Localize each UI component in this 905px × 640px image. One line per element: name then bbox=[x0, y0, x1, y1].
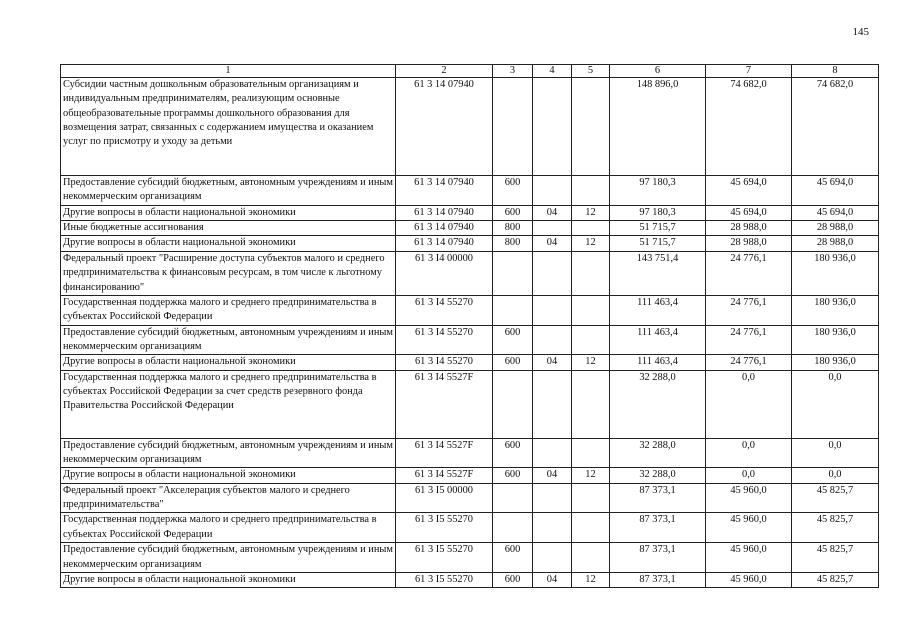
subsection-cell bbox=[572, 78, 610, 176]
amount-col6-cell: 32 288,0 bbox=[610, 370, 706, 438]
amount-col8-cell: 0,0 bbox=[792, 468, 879, 483]
table-row bbox=[61, 370, 879, 438]
column-header: 5 bbox=[572, 65, 610, 78]
target-code-cell: 61 3 14 07940 bbox=[396, 221, 493, 236]
amount-col7-cell: 24 776,1 bbox=[706, 325, 792, 355]
expense-type-cell: 600 bbox=[493, 438, 533, 468]
amount-col8-cell: 28 988,0 bbox=[792, 236, 879, 251]
amount-col8-cell: 180 936,0 bbox=[792, 295, 879, 325]
table-row bbox=[61, 295, 879, 325]
column-header: 7 bbox=[706, 65, 792, 78]
table-row bbox=[61, 483, 879, 513]
row-name-cell: Другие вопросы в области национальной экономики bbox=[61, 355, 396, 370]
amount-col7-cell: 24 776,1 bbox=[706, 355, 792, 370]
target-code-cell: 61 3 I4 55270 bbox=[396, 295, 493, 325]
row-name-cell: Государственная поддержка малого и среднего предпринимательства в субъектах Российской Федерации bbox=[61, 295, 396, 325]
row-name-cell: Предоставление субсидий бюджетным, автономным учреждениям и иным некоммерческим организациям bbox=[61, 176, 396, 206]
amount-col6-cell: 87 373,1 bbox=[610, 483, 706, 513]
target-code-cell: 61 3 I4 55270 bbox=[396, 325, 493, 355]
expense-type-cell: 600 bbox=[493, 205, 533, 220]
expense-type-cell: 600 bbox=[493, 543, 533, 573]
amount-col8-cell: 180 936,0 bbox=[792, 325, 879, 355]
amount-col7-cell: 45 694,0 bbox=[706, 205, 792, 220]
target-code-cell: 61 3 I4 5527F bbox=[396, 438, 493, 468]
target-code-cell: 61 3 14 07940 bbox=[396, 78, 493, 176]
expense-type-cell bbox=[493, 295, 533, 325]
subsection-cell: 12 bbox=[572, 205, 610, 220]
amount-col8-cell: 28 988,0 bbox=[792, 221, 879, 236]
section-cell bbox=[533, 221, 572, 236]
amount-col8-cell: 45 825,7 bbox=[792, 543, 879, 573]
amount-col6-cell: 148 896,0 bbox=[610, 78, 706, 176]
section-cell bbox=[533, 483, 572, 513]
amount-col8-cell: 45 825,7 bbox=[792, 513, 879, 543]
subsection-cell bbox=[572, 176, 610, 206]
amount-col7-cell: 45 694,0 bbox=[706, 176, 792, 206]
amount-col8-cell: 180 936,0 bbox=[792, 355, 879, 370]
expense-type-cell: 600 bbox=[493, 325, 533, 355]
section-cell bbox=[533, 543, 572, 573]
row-name-cell: Предоставление субсидий бюджетным, автономным учреждениям и иным некоммерческим организациям bbox=[61, 543, 396, 573]
subsection-cell bbox=[572, 251, 610, 295]
amount-col6-cell: 87 373,1 bbox=[610, 572, 706, 587]
subsection-cell: 12 bbox=[572, 572, 610, 587]
amount-col8-cell: 45 825,7 bbox=[792, 483, 879, 513]
section-cell: 04 bbox=[533, 236, 572, 251]
expense-type-cell: 800 bbox=[493, 221, 533, 236]
expense-type-cell: 800 bbox=[493, 236, 533, 251]
expense-type-cell: 600 bbox=[493, 468, 533, 483]
column-header: 4 bbox=[533, 65, 572, 78]
row-name-cell: Субсидии частным дошкольным образовательным организациям и индивидуальным предпринимателям, реализующим основные общеобразовательные программы дошкольного образования для возмещения затрат, связанных с содержанием имущества и оказанием услуг по присмотру и уходу за детьми bbox=[61, 78, 396, 176]
section-cell: 04 bbox=[533, 205, 572, 220]
target-code-cell: 61 3 14 07940 bbox=[396, 205, 493, 220]
column-header: 3 bbox=[493, 65, 533, 78]
amount-col6-cell: 97 180,3 bbox=[610, 176, 706, 206]
amount-col6-cell: 143 751,4 bbox=[610, 251, 706, 295]
target-code-cell: 61 3 I4 00000 bbox=[396, 251, 493, 295]
amount-col6-cell: 32 288,0 bbox=[610, 468, 706, 483]
amount-col7-cell: 45 960,0 bbox=[706, 572, 792, 587]
expense-type-cell: 600 bbox=[493, 572, 533, 587]
table-row bbox=[61, 355, 879, 370]
subsection-cell bbox=[572, 295, 610, 325]
subsection-cell bbox=[572, 370, 610, 438]
amount-col6-cell: 87 373,1 bbox=[610, 543, 706, 573]
section-cell bbox=[533, 370, 572, 438]
target-code-cell: 61 3 I5 00000 bbox=[396, 483, 493, 513]
target-code-cell: 61 3 14 07940 bbox=[396, 236, 493, 251]
row-name-cell: Другие вопросы в области национальной экономики bbox=[61, 205, 396, 220]
section-cell bbox=[533, 438, 572, 468]
table-row bbox=[61, 325, 879, 355]
target-code-cell: 61 3 I5 55270 bbox=[396, 513, 493, 543]
amount-col8-cell: 74 682,0 bbox=[792, 78, 879, 176]
subsection-cell bbox=[572, 513, 610, 543]
subsection-cell bbox=[572, 483, 610, 513]
amount-col7-cell: 45 960,0 bbox=[706, 513, 792, 543]
amount-col8-cell: 0,0 bbox=[792, 370, 879, 438]
amount-col8-cell: 0,0 bbox=[792, 438, 879, 468]
expense-type-cell bbox=[493, 513, 533, 543]
amount-col6-cell: 87 373,1 bbox=[610, 513, 706, 543]
column-header: 8 bbox=[792, 65, 879, 78]
expense-type-cell bbox=[493, 78, 533, 176]
amount-col7-cell: 28 988,0 bbox=[706, 221, 792, 236]
expense-type-cell: 600 bbox=[493, 176, 533, 206]
amount-col7-cell: 74 682,0 bbox=[706, 78, 792, 176]
amount-col6-cell: 51 715,7 bbox=[610, 221, 706, 236]
row-name-cell: Государственная поддержка малого и среднего предпринимательства в субъектах Российской Федерации bbox=[61, 513, 396, 543]
header-row bbox=[61, 65, 879, 78]
amount-col6-cell: 111 463,4 bbox=[610, 325, 706, 355]
section-cell bbox=[533, 251, 572, 295]
amount-col6-cell: 111 463,4 bbox=[610, 295, 706, 325]
amount-col7-cell: 28 988,0 bbox=[706, 236, 792, 251]
table-row bbox=[61, 78, 879, 176]
expense-type-cell bbox=[493, 483, 533, 513]
amount-col6-cell: 51 715,7 bbox=[610, 236, 706, 251]
expense-type-cell bbox=[493, 370, 533, 438]
amount-col8-cell: 45 694,0 bbox=[792, 176, 879, 206]
table-row bbox=[61, 221, 879, 236]
amount-col8-cell: 180 936,0 bbox=[792, 251, 879, 295]
subsection-cell bbox=[572, 543, 610, 573]
amount-col7-cell: 0,0 bbox=[706, 438, 792, 468]
section-cell bbox=[533, 78, 572, 176]
amount-col8-cell: 45 825,7 bbox=[792, 572, 879, 587]
row-name-cell: Предоставление субсидий бюджетным, автономным учреждениям и иным некоммерческим организациям bbox=[61, 438, 396, 468]
subsection-cell: 12 bbox=[572, 236, 610, 251]
page-number: 145 bbox=[852, 26, 869, 38]
table-row bbox=[61, 468, 879, 483]
table-row bbox=[61, 236, 879, 251]
section-cell: 04 bbox=[533, 468, 572, 483]
row-name-cell: Другие вопросы в области национальной экономики bbox=[61, 572, 396, 587]
column-header: 1 bbox=[61, 65, 396, 78]
row-name-cell: Предоставление субсидий бюджетным, автономным учреждениям и иным некоммерческим организациям bbox=[61, 325, 396, 355]
subsection-cell bbox=[572, 438, 610, 468]
amount-col6-cell: 32 288,0 bbox=[610, 438, 706, 468]
subsection-cell bbox=[572, 221, 610, 236]
row-name-cell: Федеральный проект "Акселерация субъектов малого и среднего предпринимательства" bbox=[61, 483, 396, 513]
subsection-cell: 12 bbox=[572, 468, 610, 483]
section-cell bbox=[533, 513, 572, 543]
amount-col7-cell: 45 960,0 bbox=[706, 543, 792, 573]
row-name-cell: Государственная поддержка малого и среднего предпринимательства в субъектах Российской Федерации за счет средств резервного фонда Правительства Российской Федерации bbox=[61, 370, 396, 438]
table-row bbox=[61, 438, 879, 468]
amount-col7-cell: 24 776,1 bbox=[706, 251, 792, 295]
amount-col7-cell: 24 776,1 bbox=[706, 295, 792, 325]
target-code-cell: 61 3 I4 5527F bbox=[396, 370, 493, 438]
table-row bbox=[61, 176, 879, 206]
section-cell bbox=[533, 295, 572, 325]
amount-col8-cell: 45 694,0 bbox=[792, 205, 879, 220]
expense-type-cell: 600 bbox=[493, 355, 533, 370]
column-header: 2 bbox=[396, 65, 493, 78]
table-row bbox=[61, 543, 879, 573]
column-header: 6 bbox=[610, 65, 706, 78]
amount-col7-cell: 0,0 bbox=[706, 370, 792, 438]
row-name-cell: Иные бюджетные ассигнования bbox=[61, 221, 396, 236]
row-name-cell: Федеральный проект "Расширение доступа субъектов малого и среднего предпринимательства к финансовым ресурсам, в том числе к льготному финансированию" bbox=[61, 251, 396, 295]
row-name-cell: Другие вопросы в области национальной экономики bbox=[61, 468, 396, 483]
table-row bbox=[61, 251, 879, 295]
expense-type-cell bbox=[493, 251, 533, 295]
target-code-cell: 61 3 I4 55270 bbox=[396, 355, 493, 370]
amount-col7-cell: 0,0 bbox=[706, 468, 792, 483]
target-code-cell: 61 3 14 07940 bbox=[396, 176, 493, 206]
amount-col6-cell: 111 463,4 bbox=[610, 355, 706, 370]
section-cell bbox=[533, 325, 572, 355]
target-code-cell: 61 3 I4 5527F bbox=[396, 468, 493, 483]
section-cell: 04 bbox=[533, 355, 572, 370]
target-code-cell: 61 3 I5 55270 bbox=[396, 543, 493, 573]
target-code-cell: 61 3 I5 55270 bbox=[396, 572, 493, 587]
subsection-cell bbox=[572, 325, 610, 355]
section-cell: 04 bbox=[533, 572, 572, 587]
table-row bbox=[61, 572, 879, 587]
subsection-cell: 12 bbox=[572, 355, 610, 370]
table-row bbox=[61, 513, 879, 543]
table-row bbox=[61, 205, 879, 220]
section-cell bbox=[533, 176, 572, 206]
amount-col7-cell: 45 960,0 bbox=[706, 483, 792, 513]
row-name-cell: Другие вопросы в области национальной экономики bbox=[61, 236, 396, 251]
budget-table bbox=[60, 64, 879, 588]
amount-col6-cell: 97 180,3 bbox=[610, 205, 706, 220]
